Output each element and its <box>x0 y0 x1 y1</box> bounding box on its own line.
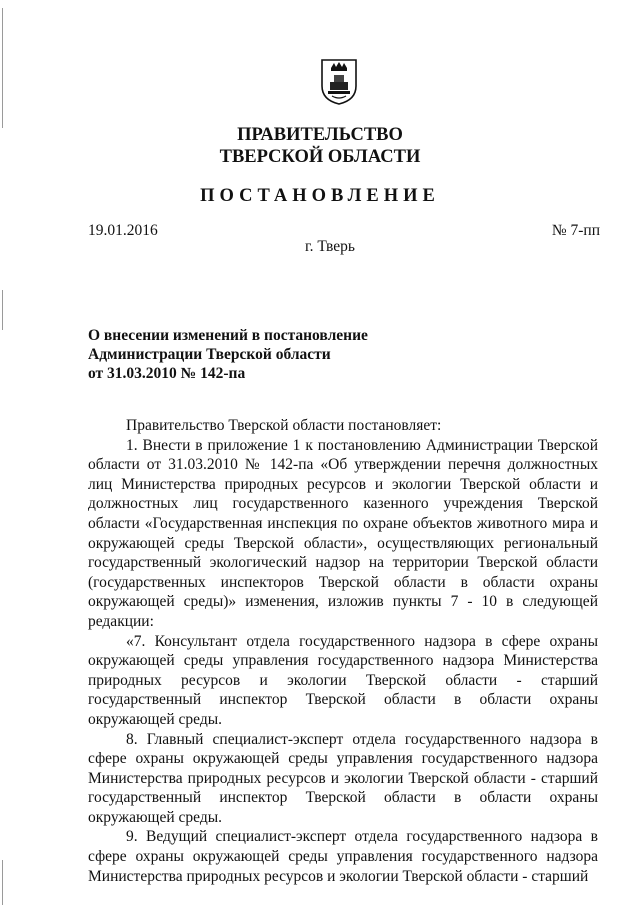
document-city: г. Тверь <box>305 238 355 255</box>
subject-line: О внесении изменений в постановление <box>88 327 368 344</box>
subject-line: от 31.03.2010 № 142-па <box>88 365 246 382</box>
scan-edge-mark <box>2 290 3 330</box>
document-type: ПОСТАНОВЛЕНИЕ <box>200 186 440 206</box>
body-paragraph: 9. Ведущий специалист-эксперт отдела государственного надзора в сфере охраны окружающей среды управления государственного надзора Министерства природных ресурсов и экологии Тверской области - старший <box>88 828 598 885</box>
body-paragraph: 8. Главный специалист-эксперт отдела государственного надзора в сфере охраны окружающей среды управления государственного надзора Министерства природных ресурсов и экологии Тверской области - старший государственный инспектор Тверской области в области охраны окружающей среды. <box>88 730 598 826</box>
document-date: 19.01.2016 <box>88 222 158 239</box>
body-paragraph: «7. Консультант отдела государственного надзора в сфере охраны окружающей среды управления государственного надзора Министерства природных ресурсов и экологии Тверской области - старший государственный инспектор Тверской области в области охраны окружающей среды. <box>88 632 598 728</box>
body-paragraph: Правительство Тверской области постановляет: <box>126 417 442 434</box>
subject-line: Администрации Тверской области <box>88 346 331 363</box>
document-subject <box>88 326 368 383</box>
body-paragraph: 1. Внести в приложение 1 к постановлению Администрации Тверской области от 31.03.2010 № 142-па «Об утверждении перечня должностных лиц Министерства природных ресурсов и экологии Тверской области и должностных лиц государственного казенного учреждения Тверской области «Государственная инспекция по охране объектов животного мира и окружающей среды Тверской области», осуществляющих региональный государственный экологический надзор на территории Тверской области (государственных инспекторов Тверской области в области охраны окружающей среды)» изменения, изложив пункты 7 - 10 в следующей редакции: <box>88 436 598 630</box>
organization-name-line1: ПРАВИТЕЛЬСТВО <box>237 125 403 145</box>
document-number: № 7-пп <box>551 222 600 239</box>
document-body <box>88 416 598 886</box>
tver-coat-of-arms-icon <box>320 58 358 106</box>
scan-edge-mark <box>2 860 3 905</box>
organization-name-line2: ТВЕРСКОЙ ОБЛАСТИ <box>219 147 421 167</box>
scan-edge-mark <box>2 8 3 128</box>
